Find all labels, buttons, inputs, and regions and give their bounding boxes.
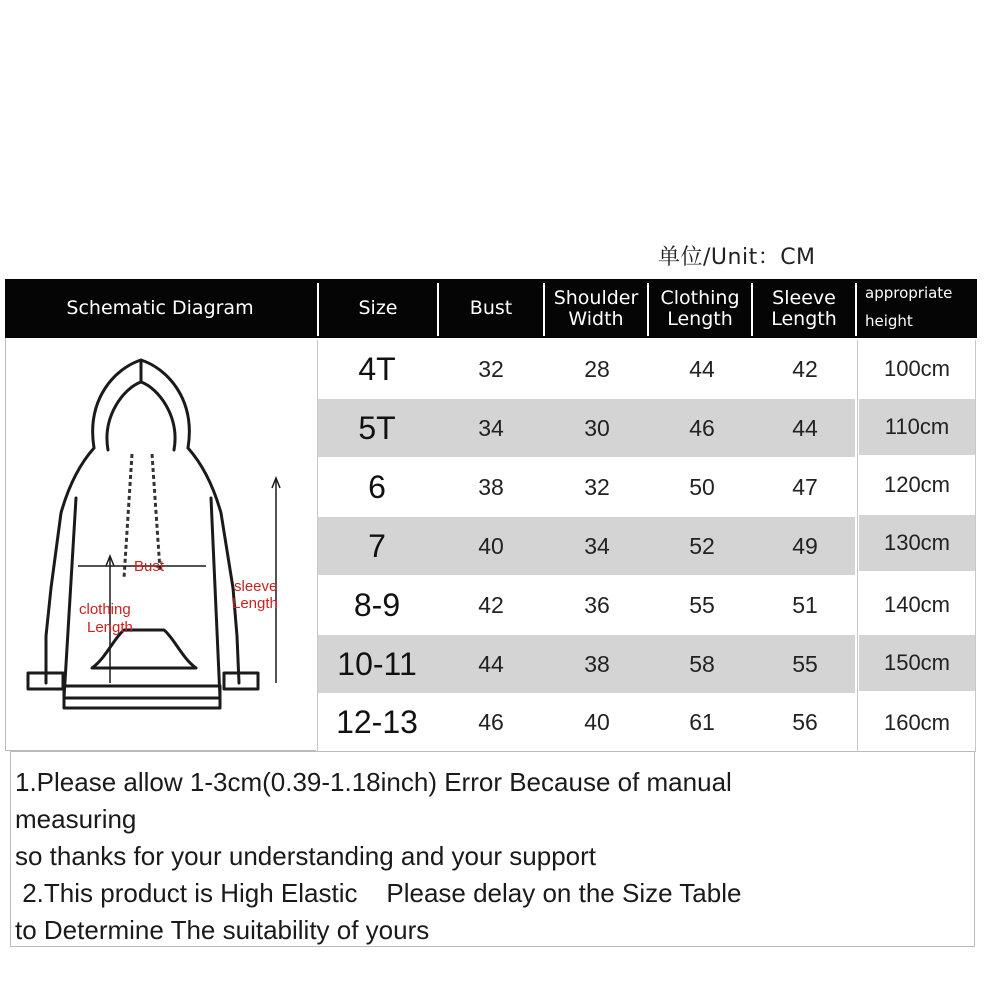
cell-height: 110cm [884,414,950,439]
note-line: measuring [15,804,137,834]
cell-shoulder: 28 [584,355,610,382]
cell-sleeve: 56 [792,708,818,735]
cell-sleeve: 42 [792,355,818,382]
cell-size: 10-11 [337,645,417,682]
cell-size: 8-9 [353,586,401,623]
table-row [317,399,855,457]
cell-clothing: 55 [689,591,715,618]
cell-shoulder: 38 [584,650,610,677]
cell-height: 130cm [883,530,951,555]
header-size: Size [358,297,398,319]
cell-sleeve: 51 [792,591,818,618]
cell-bust: 44 [478,650,504,677]
table-row [317,576,855,634]
cell-size: 5T [358,409,396,446]
cell-clothing: 44 [689,355,715,382]
cell-height: 150cm [883,650,951,675]
table-row [317,693,855,751]
diagram-label-bust: Bust [134,558,165,575]
table-row [317,340,855,398]
cell-bust: 34 [478,414,504,441]
header-diagram: Schematic Diagram [66,297,254,319]
note-line: to Determine The suitability of yours [15,915,430,945]
cell-sleeve: 49 [792,532,818,559]
size-chart [5,279,977,949]
height-cell-box [859,515,975,571]
height-cell-box [859,695,975,751]
height-cell-box [859,399,975,455]
cell-shoulder: 30 [584,414,610,441]
note-line: so thanks for your understanding and your support [15,841,597,871]
cell-clothing: 61 [689,708,715,735]
grid-line [857,340,858,752]
header-clothing-length: Clothing Length [660,286,740,330]
cell-sleeve: 55 [792,650,818,677]
cell-bust: 40 [478,532,504,559]
cell-bust: 42 [478,591,504,618]
cell-size: 4T [358,350,396,387]
header-bust: Bust [469,297,513,319]
cell-height: 140cm [883,592,951,617]
table-header [5,279,977,338]
cell-bust: 32 [478,355,504,382]
height-cell-box [859,457,975,513]
height-cell-box [859,635,975,691]
cell-sleeve: 47 [792,473,818,500]
notes [10,751,975,947]
schematic-diagram [5,338,316,751]
table-row [317,635,855,693]
cell-clothing: 58 [689,650,715,677]
header-appropriate-height: appropriate height [865,284,953,330]
note-line: 2.This product is High Elastic Please delay on the Size Table [15,878,742,908]
cell-shoulder: 40 [584,708,610,735]
cell-size: 6 [368,468,386,505]
cell-bust: 38 [478,473,504,500]
note-line: 1.Please allow 1-3cm(0.39-1.18inch) Error Because of manual [15,767,732,797]
height-cell-box [859,577,975,633]
cell-shoulder: 36 [584,591,610,618]
cell-clothing: 50 [689,473,715,500]
cell-height: 100cm [883,356,951,381]
cell-clothing: 46 [689,414,715,441]
diagram-label-clothing: clothing [79,601,131,618]
cell-height: 120cm [883,472,951,497]
diagram-label-sleeve-length: Length [232,595,278,612]
cell-sleeve: 44 [792,414,818,441]
hoodie-diagram-icon [6,338,316,750]
cell-size: 12-13 [336,703,418,740]
cell-shoulder: 32 [584,473,610,500]
unit-label: 单位/Unit：CM [658,245,816,270]
grid-line [317,340,318,752]
cell-height: 160cm [883,710,951,735]
cell-shoulder: 34 [584,532,610,559]
cell-size: 7 [368,527,386,564]
header-sleeve-length: Sleeve Length [771,286,837,330]
height-cell-box [859,341,975,397]
header-shoulder-width: Shoulder Width [553,286,639,330]
cell-bust: 46 [478,708,504,735]
diagram-label-sleeve: sleeve [234,578,278,595]
cell-clothing: 52 [689,532,715,559]
grid-line [975,340,976,752]
diagram-label-clothing-length: Length [87,619,133,636]
table-row [317,458,855,516]
table-row [317,517,855,575]
